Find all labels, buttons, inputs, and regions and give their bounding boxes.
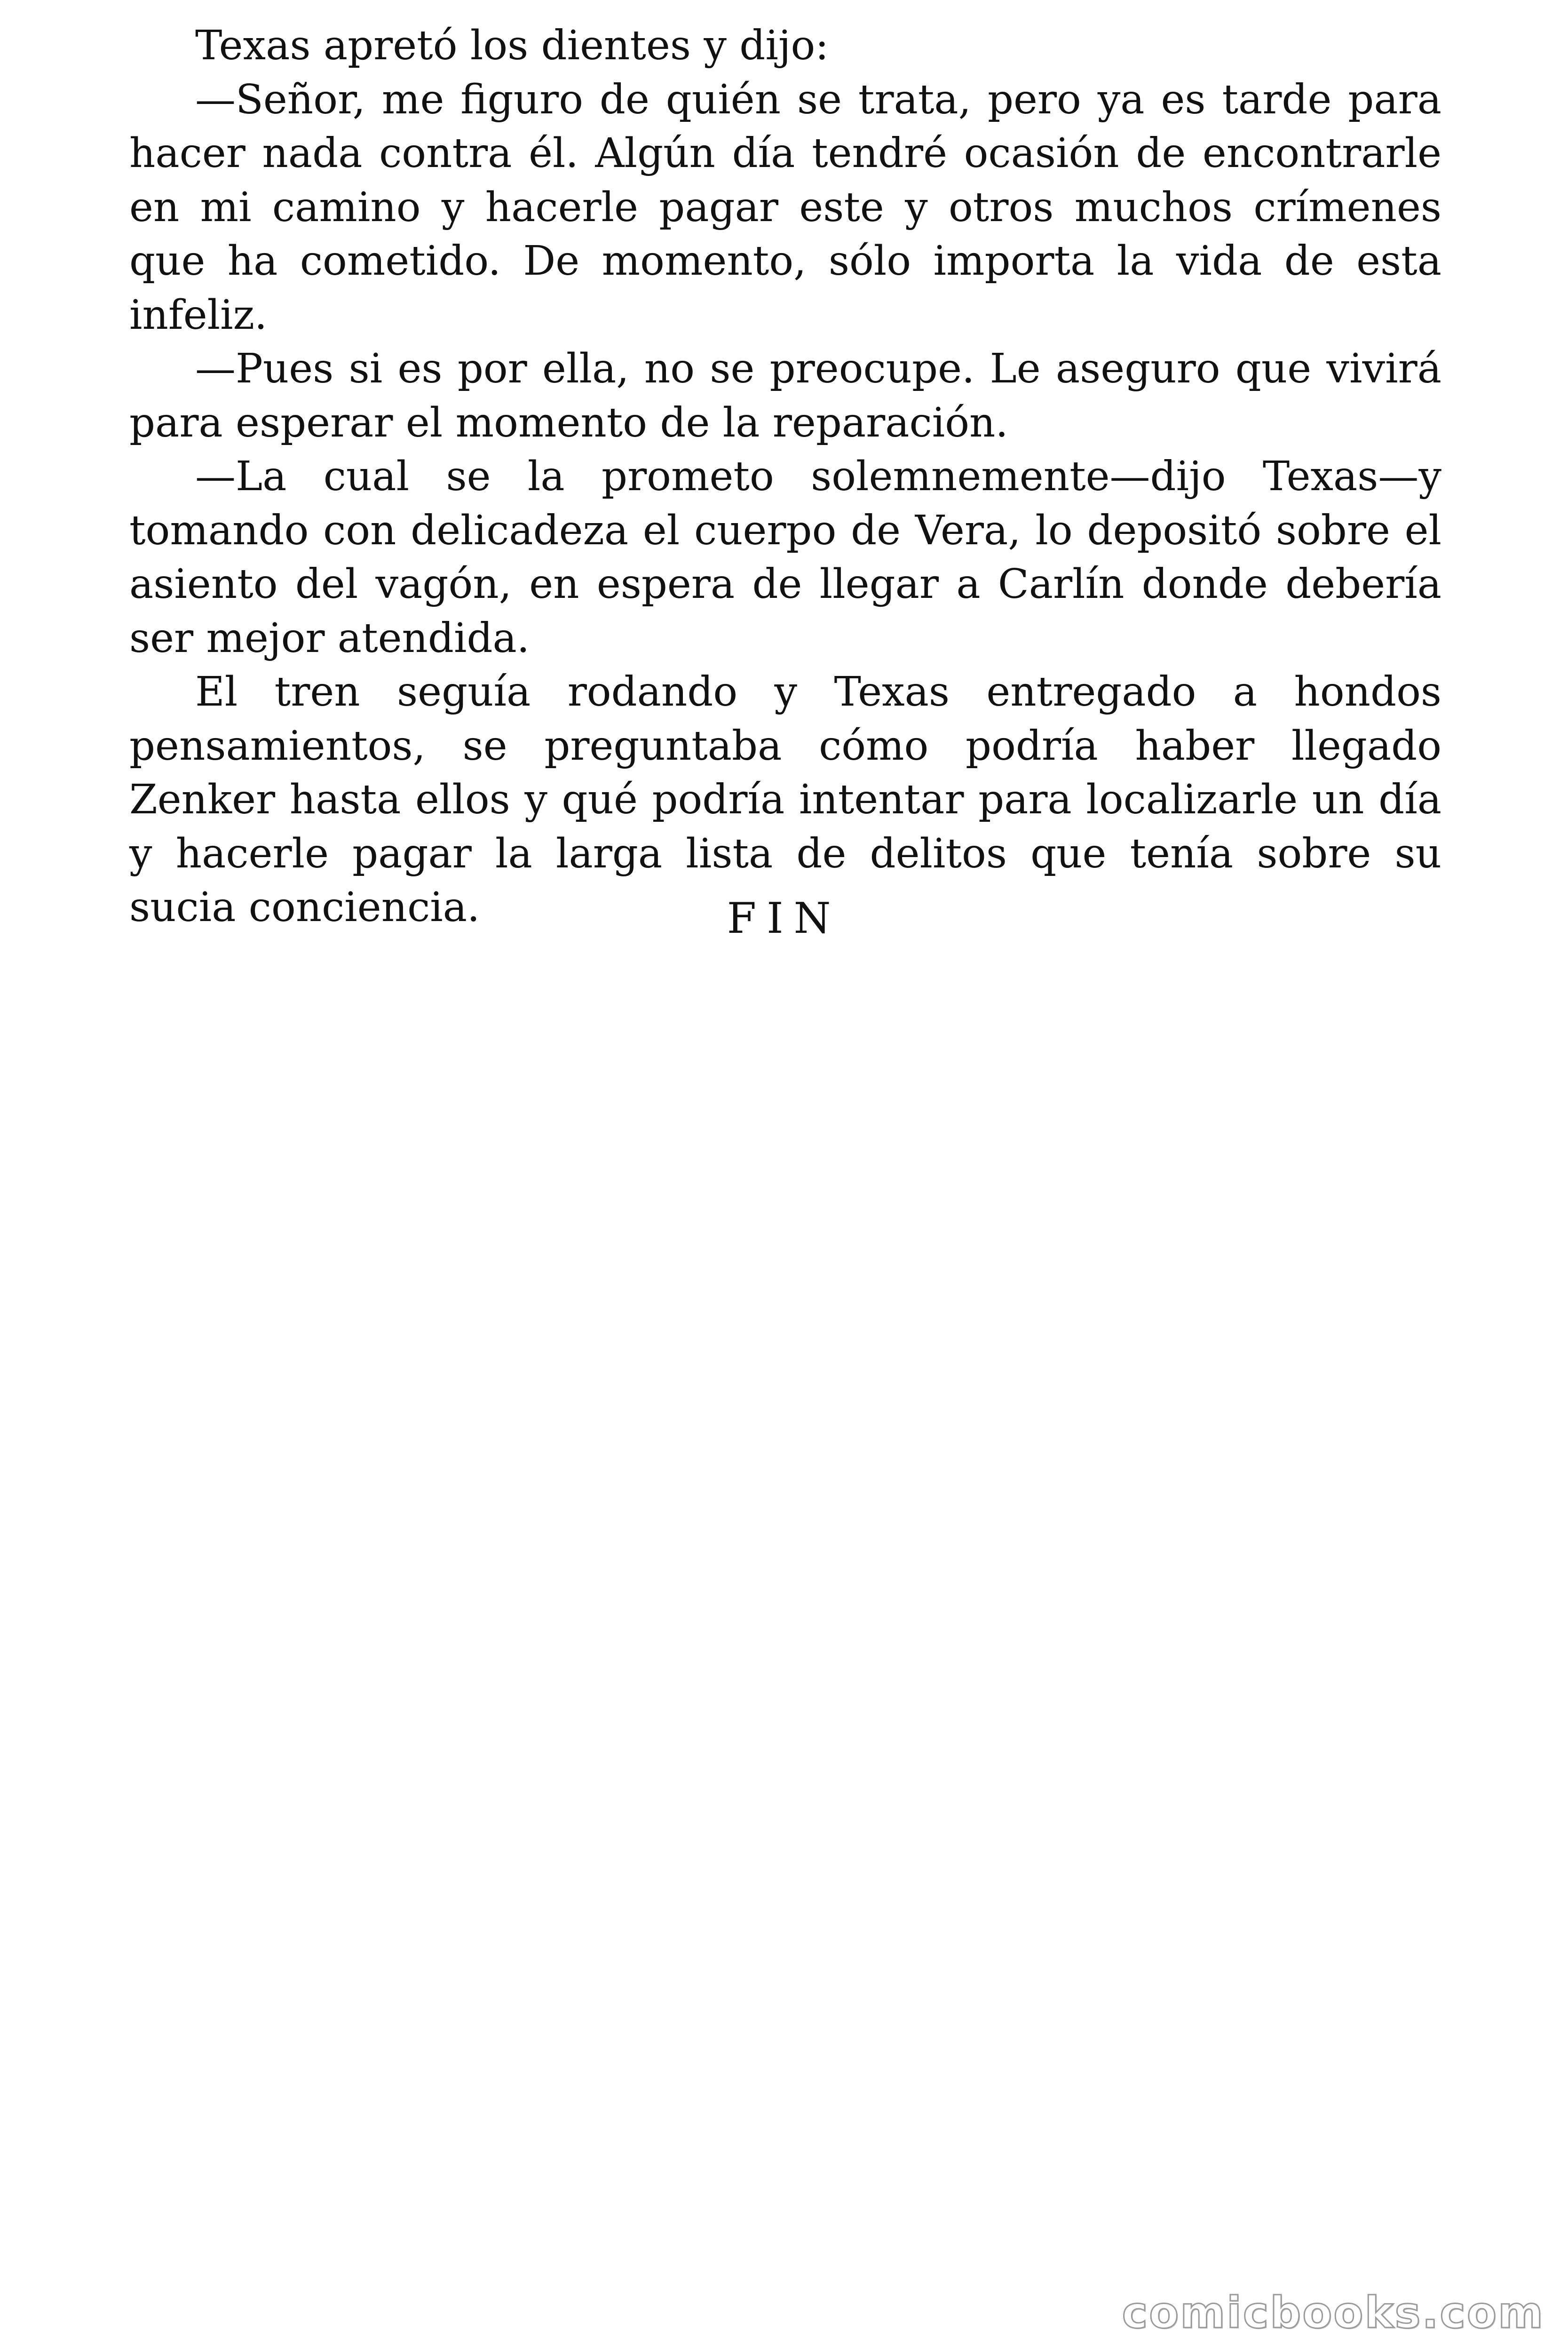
paragraph-4: —La cual se la prometo solemnemente—dijo Texas—y tomando con delicadeza el cuerpo de Vera, lo depositó sobre el asiento del vagón, en espera de llegar a Carlín donde debería ser mejor atendida. bbox=[129, 453, 1441, 662]
paragraph-2: —Señor, me figuro de quién se trata, pero ya es tarde para hacer nada contra él. Algún día tendré ocasión de encontrarle en mi camino y hacerle pagar este y otros muchos crímenes que ha cometido. De momento, sólo importa la vida de esta infeliz. bbox=[129, 76, 1441, 339]
end-mark: FIN bbox=[727, 894, 841, 943]
body-text bbox=[129, 19, 1441, 935]
paragraph-5: El tren seguía rodando y Texas entregado a hondos pensamientos, se preguntaba cómo podría haber llegado Zenker hasta ellos y qué podría intentar para localizarle un día y hacerle pagar la larga lista de delitos que tenía sobre su sucia conciencia. bbox=[129, 668, 1441, 931]
paragraph-3: —Pues si es por ella, no se preocupe. Le aseguro que vivirá para esperar el momento de la reparación. bbox=[129, 345, 1441, 446]
paragraph-1: Texas apretó los dientes y dijo: bbox=[195, 22, 829, 69]
watermark-logo: comicbooks.com bbox=[1122, 2288, 1544, 2338]
